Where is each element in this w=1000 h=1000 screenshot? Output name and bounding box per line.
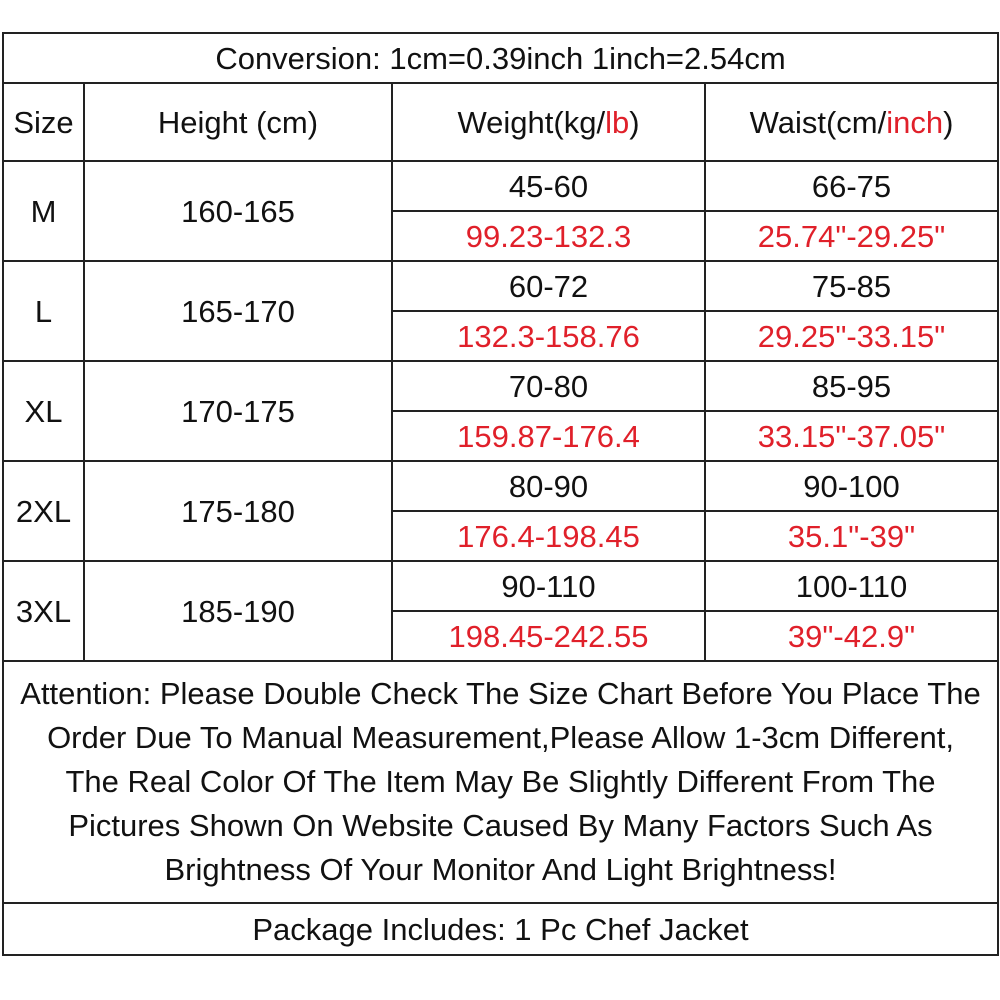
- header-weight: [392, 83, 705, 161]
- header-height: Height (cm): [84, 83, 392, 161]
- weight-lb-cell: 198.45-242.55: [392, 611, 705, 661]
- attention-row: [3, 661, 998, 903]
- size-cell: M: [3, 161, 84, 261]
- weight-kg-cell: 80-90: [392, 461, 705, 511]
- size-cell: 3XL: [3, 561, 84, 661]
- header-weight-unit-lb: lb: [605, 104, 630, 140]
- size-cell: 2XL: [3, 461, 84, 561]
- height-cell: 170-175: [84, 361, 392, 461]
- table-row: [3, 361, 998, 411]
- waist-cm-cell: 66-75: [705, 161, 998, 211]
- waist-cm-cell: 85-95: [705, 361, 998, 411]
- weight-kg-cell: 60-72: [392, 261, 705, 311]
- weight-kg-cell: 45-60: [392, 161, 705, 211]
- waist-cm-cell: 100-110: [705, 561, 998, 611]
- conversion-note: Conversion: 1cm=0.39inch 1inch=2.54cm: [3, 33, 998, 83]
- waist-inch-cell: 25.74"-29.25": [705, 211, 998, 261]
- header-waist: [705, 83, 998, 161]
- attention-text: Attention: Please Double Check The Size Chart Before You Place The Order Due To Manual Measurement,Please Allow 1-3cm Different, The Real Color Of The Item May Be Slightly Different From The Pictures Shown On Website Caused By Many Factors Such As Brightness Of Your Monitor And Light Brightness!: [20, 676, 981, 887]
- waist-cm-cell: 90-100: [705, 461, 998, 511]
- table-row: [3, 161, 998, 211]
- table-row: [3, 461, 998, 511]
- header-row: [3, 83, 998, 161]
- table-row: [3, 561, 998, 611]
- header-waist-prefix: Waist(cm/: [749, 104, 887, 140]
- waist-inch-cell: 39"-42.9": [705, 611, 998, 661]
- waist-inch-cell: 35.1"-39": [705, 511, 998, 561]
- height-cell: 165-170: [84, 261, 392, 361]
- size-chart-table: [2, 32, 999, 956]
- weight-lb-cell: 99.23-132.3: [392, 211, 705, 261]
- waist-inch-cell: 33.15"-37.05": [705, 411, 998, 461]
- weight-lb-cell: 176.4-198.45: [392, 511, 705, 561]
- header-weight-suffix: ): [629, 104, 640, 140]
- size-cell: XL: [3, 361, 84, 461]
- weight-kg-cell: 70-80: [392, 361, 705, 411]
- table-row: [3, 261, 998, 311]
- package-row: [3, 903, 998, 955]
- weight-kg-cell: 90-110: [392, 561, 705, 611]
- header-size: Size: [3, 83, 84, 161]
- header-waist-suffix: ): [943, 104, 954, 140]
- package-note: Package Includes: 1 Pc Chef Jacket: [3, 903, 998, 955]
- conversion-row: [3, 33, 998, 83]
- header-weight-prefix: Weight(kg/: [457, 104, 606, 140]
- height-cell: 175-180: [84, 461, 392, 561]
- height-cell: 185-190: [84, 561, 392, 661]
- waist-inch-cell: 29.25"-33.15": [705, 311, 998, 361]
- header-waist-unit-inch: inch: [886, 104, 944, 140]
- size-cell: L: [3, 261, 84, 361]
- waist-cm-cell: 75-85: [705, 261, 998, 311]
- attention-note: [3, 661, 998, 903]
- height-cell: 160-165: [84, 161, 392, 261]
- weight-lb-cell: 132.3-158.76: [392, 311, 705, 361]
- weight-lb-cell: 159.87-176.4: [392, 411, 705, 461]
